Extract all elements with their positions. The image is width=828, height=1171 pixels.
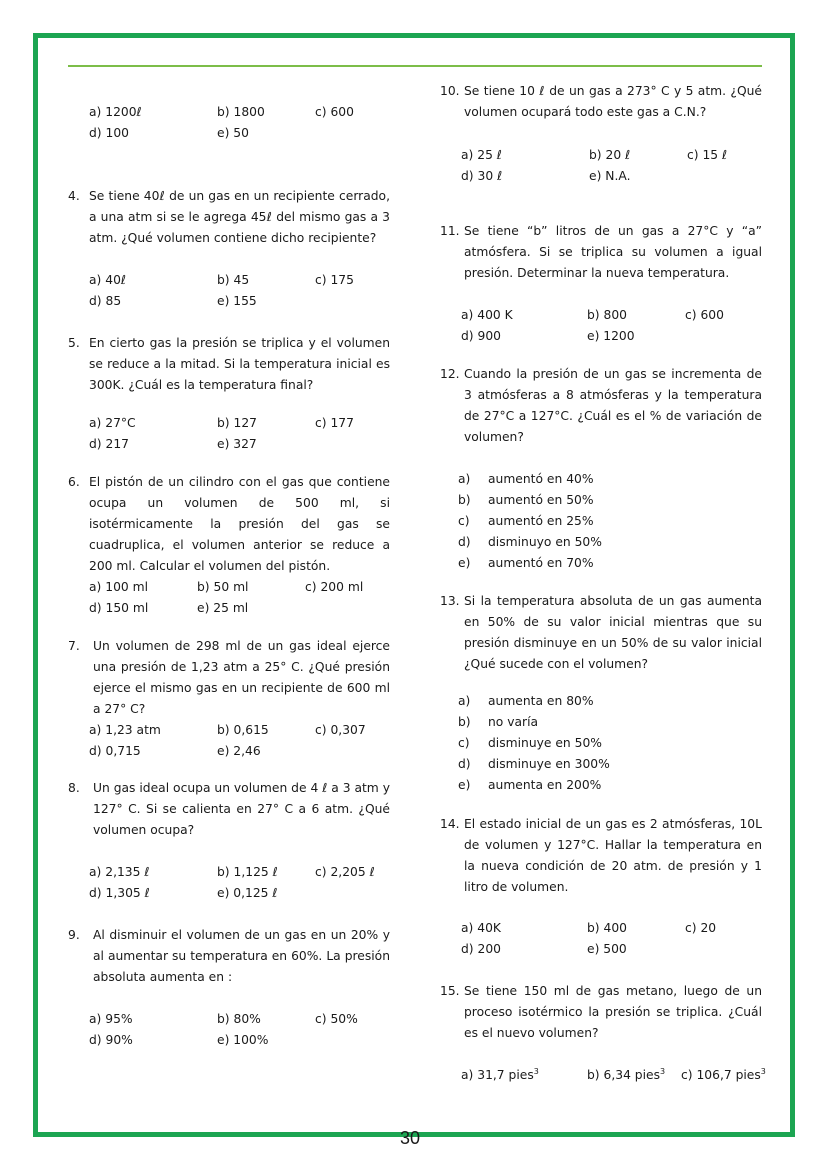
question-number: 13. (440, 594, 460, 608)
option-c: c) 600 (685, 308, 724, 322)
option-e: e) 327 (217, 437, 257, 451)
option-e: e) 2,46 (217, 744, 261, 758)
page-number: 30 (400, 1128, 421, 1148)
option-b: b) 6,34 pies$^3$ (587, 1067, 666, 1082)
question-stem: En cierto gas la presión se triplica y el volumen se reduce a la mitad. Si la temperatura inicial es 300K. ¿Cuál es la temperatura final? (89, 336, 390, 392)
question-number: 7. (68, 639, 80, 653)
question-number: 12. (440, 367, 460, 381)
option-c: c) 175 (315, 273, 354, 287)
question-5 (68, 333, 390, 396)
option-a: a) 27°C (89, 416, 136, 430)
question-number: 5. (68, 336, 80, 350)
question-10 (440, 81, 762, 123)
option-e: e) 0,125 ℓ (217, 886, 278, 900)
question-stem: Un volumen de 298 ml de un gas ideal ejerce una presión de 1,23 atm a 25° C. ¿Qué presión ejerce el mismo gas en un recipiente de 600 ml a 27° C? (93, 639, 390, 716)
option-a: a) 2,135 ℓ (89, 865, 150, 879)
question-stem: Se tiene 150 ml de gas metano, luego de un proceso isotérmico la presión se triplica. ¿Cuál es el nuevo volumen? (464, 984, 762, 1040)
question-stem: El pistón de un cilindro con el gas que contiene ocupa un volumen de 500 ml, si isotérmicamente la presión del gas se cuadruplica, el volumen anterior se reduce a 200 ml. Calcular el volumen del pistón. (89, 475, 390, 573)
option-b: b) 80% (217, 1012, 261, 1026)
option-e: e) 100% (217, 1033, 269, 1047)
option-e: e) 1200 (587, 329, 635, 343)
question-9 (68, 925, 390, 988)
option-b: b) 50 ml (197, 580, 249, 594)
option-a: a) aumenta en 80% (458, 694, 594, 708)
question-number: 4. (68, 189, 80, 203)
question-15 (440, 981, 762, 1044)
option-b: b) 127 (217, 416, 257, 430)
question-6 (68, 472, 390, 577)
option-d: d) 1,305 ℓ (89, 886, 150, 900)
option-b: b) 0,615 (217, 723, 269, 737)
option-a: a) 40K (461, 921, 501, 935)
question-4 (68, 186, 390, 249)
question-stem: El estado inicial de un gas es 2 atmósferas, 10L de volumen y 127°C. Hallar la temperatura en la nueva condición de 20 atm. de presión y 1 litro de volumen. (464, 817, 762, 894)
option-d: d) 90% (89, 1033, 133, 1047)
option-e: e) 155 (217, 294, 257, 308)
header-rule (68, 65, 762, 67)
q13-options (458, 691, 610, 796)
option-d: d) 0,715 (89, 744, 141, 758)
option-c: c) 50% (315, 1012, 358, 1026)
option-e: e) aumentó en 70% (458, 556, 594, 570)
option-c: c) disminuye en 50% (458, 736, 602, 750)
option-e: e) 50 (217, 126, 249, 140)
option-a: a) 1200ℓ (89, 105, 142, 119)
option-c: c) 106,7 pies$^3$ (681, 1067, 766, 1082)
option-c: c) 177 (315, 416, 354, 430)
option-b: b) no varía (458, 715, 539, 729)
question-number: 10. (440, 84, 460, 98)
question-14 (440, 814, 762, 898)
option-d: d) disminuyo en 50% (458, 535, 602, 549)
option-e: e) aumenta en 200% (458, 778, 602, 792)
q12-options (458, 469, 602, 574)
question-stem: Se tiene “b” litros de un gas a 27°C y “a” atmósfera. Si se triplica su volumen a igual presión. Determinar la nueva temperatura. (464, 224, 762, 280)
option-a: a) 31,7 pies$^3$ (461, 1067, 539, 1082)
question-number: 15. (440, 984, 460, 998)
question-number: 11. (440, 224, 460, 238)
question-12 (440, 364, 762, 448)
option-c: c) 2,205 ℓ (315, 865, 375, 879)
option-d: d) 900 (461, 329, 501, 343)
option-a: a) 25 ℓ (461, 148, 502, 162)
option-b: b) 45 (217, 273, 250, 287)
option-d: d) 200 (461, 942, 501, 956)
question-number: 8. (68, 781, 80, 795)
question-number: 9. (68, 928, 80, 942)
option-d: d) 217 (89, 437, 129, 451)
question-stem: Si la temperatura absoluta de un gas aumenta en 50% de su valor inicial mientras que su presión disminuye en un 50% de su valor inicial ¿Qué sucede con el volumen? (464, 594, 762, 671)
question-number: 6. (68, 475, 80, 489)
option-c: c) 600 (315, 105, 354, 119)
question-7 (68, 636, 390, 720)
option-b: b) aumentó en 50% (458, 493, 594, 507)
option-e: e) 500 (587, 942, 627, 956)
question-stem: Se tiene 10 ℓ de un gas a 273° C y 5 atm. ¿Qué volumen ocupará todo este gas a C.N.? (464, 84, 762, 119)
option-a: a) 1,23 atm (89, 723, 161, 737)
option-d: d) 150 ml (89, 601, 149, 615)
option-b: b) 800 (587, 308, 627, 322)
question-11 (440, 221, 762, 284)
option-d: d) disminuye en 300% (458, 757, 610, 771)
option-c: c) 20 (685, 921, 717, 935)
option-c: c) 0,307 (315, 723, 366, 737)
option-e: e) N.A. (589, 169, 631, 183)
question-stem: Cuando la presión de un gas se incrementa de 3 atmósferas a 8 atmósferas y la temperatura de 27°C a 127°C. ¿Cuál es el % de variación de volumen? (464, 367, 762, 444)
option-c: c) 200 ml (305, 580, 364, 594)
option-b: b) 400 (587, 921, 627, 935)
question-stem: Un gas ideal ocupa un volumen de 4 ℓ a 3 atm y 127° C. Si se calienta en 27° C a 6 atm. ¿Qué volumen ocupa? (93, 781, 390, 837)
option-d: d) 100 (89, 126, 129, 140)
option-e: e) 25 ml (197, 601, 249, 615)
option-b: b) 1,125 ℓ (217, 865, 278, 879)
option-c: c) 15 ℓ (687, 148, 728, 162)
question-number: 14. (440, 817, 460, 831)
question-8 (68, 778, 390, 841)
option-a: a) 100 ml (89, 580, 149, 594)
option-a: a) aumentó en 40% (458, 472, 594, 486)
option-b: b) 1800 (217, 105, 265, 119)
option-d: d) 85 (89, 294, 122, 308)
option-a: a) 95% (89, 1012, 133, 1026)
option-d: d) 30 ℓ (461, 169, 503, 183)
question-stem: Se tiene 40ℓ de un gas en un recipiente cerrado, a una atm si se le agrega 45ℓ del mismo gas a 3 atm. ¿Qué volumen contiene dicho recipiente? (89, 189, 390, 245)
option-a: a) 400 K (461, 308, 513, 322)
option-b: b) 20 ℓ (589, 148, 631, 162)
option-c: c) aumentó en 25% (458, 514, 594, 528)
question-13 (440, 591, 762, 675)
option-a: a) 40ℓ (89, 273, 126, 287)
question-stem: Al disminuir el volumen de un gas en un 20% y al aumentar su temperatura en 60%. La presión absoluta aumenta en : (93, 928, 390, 984)
